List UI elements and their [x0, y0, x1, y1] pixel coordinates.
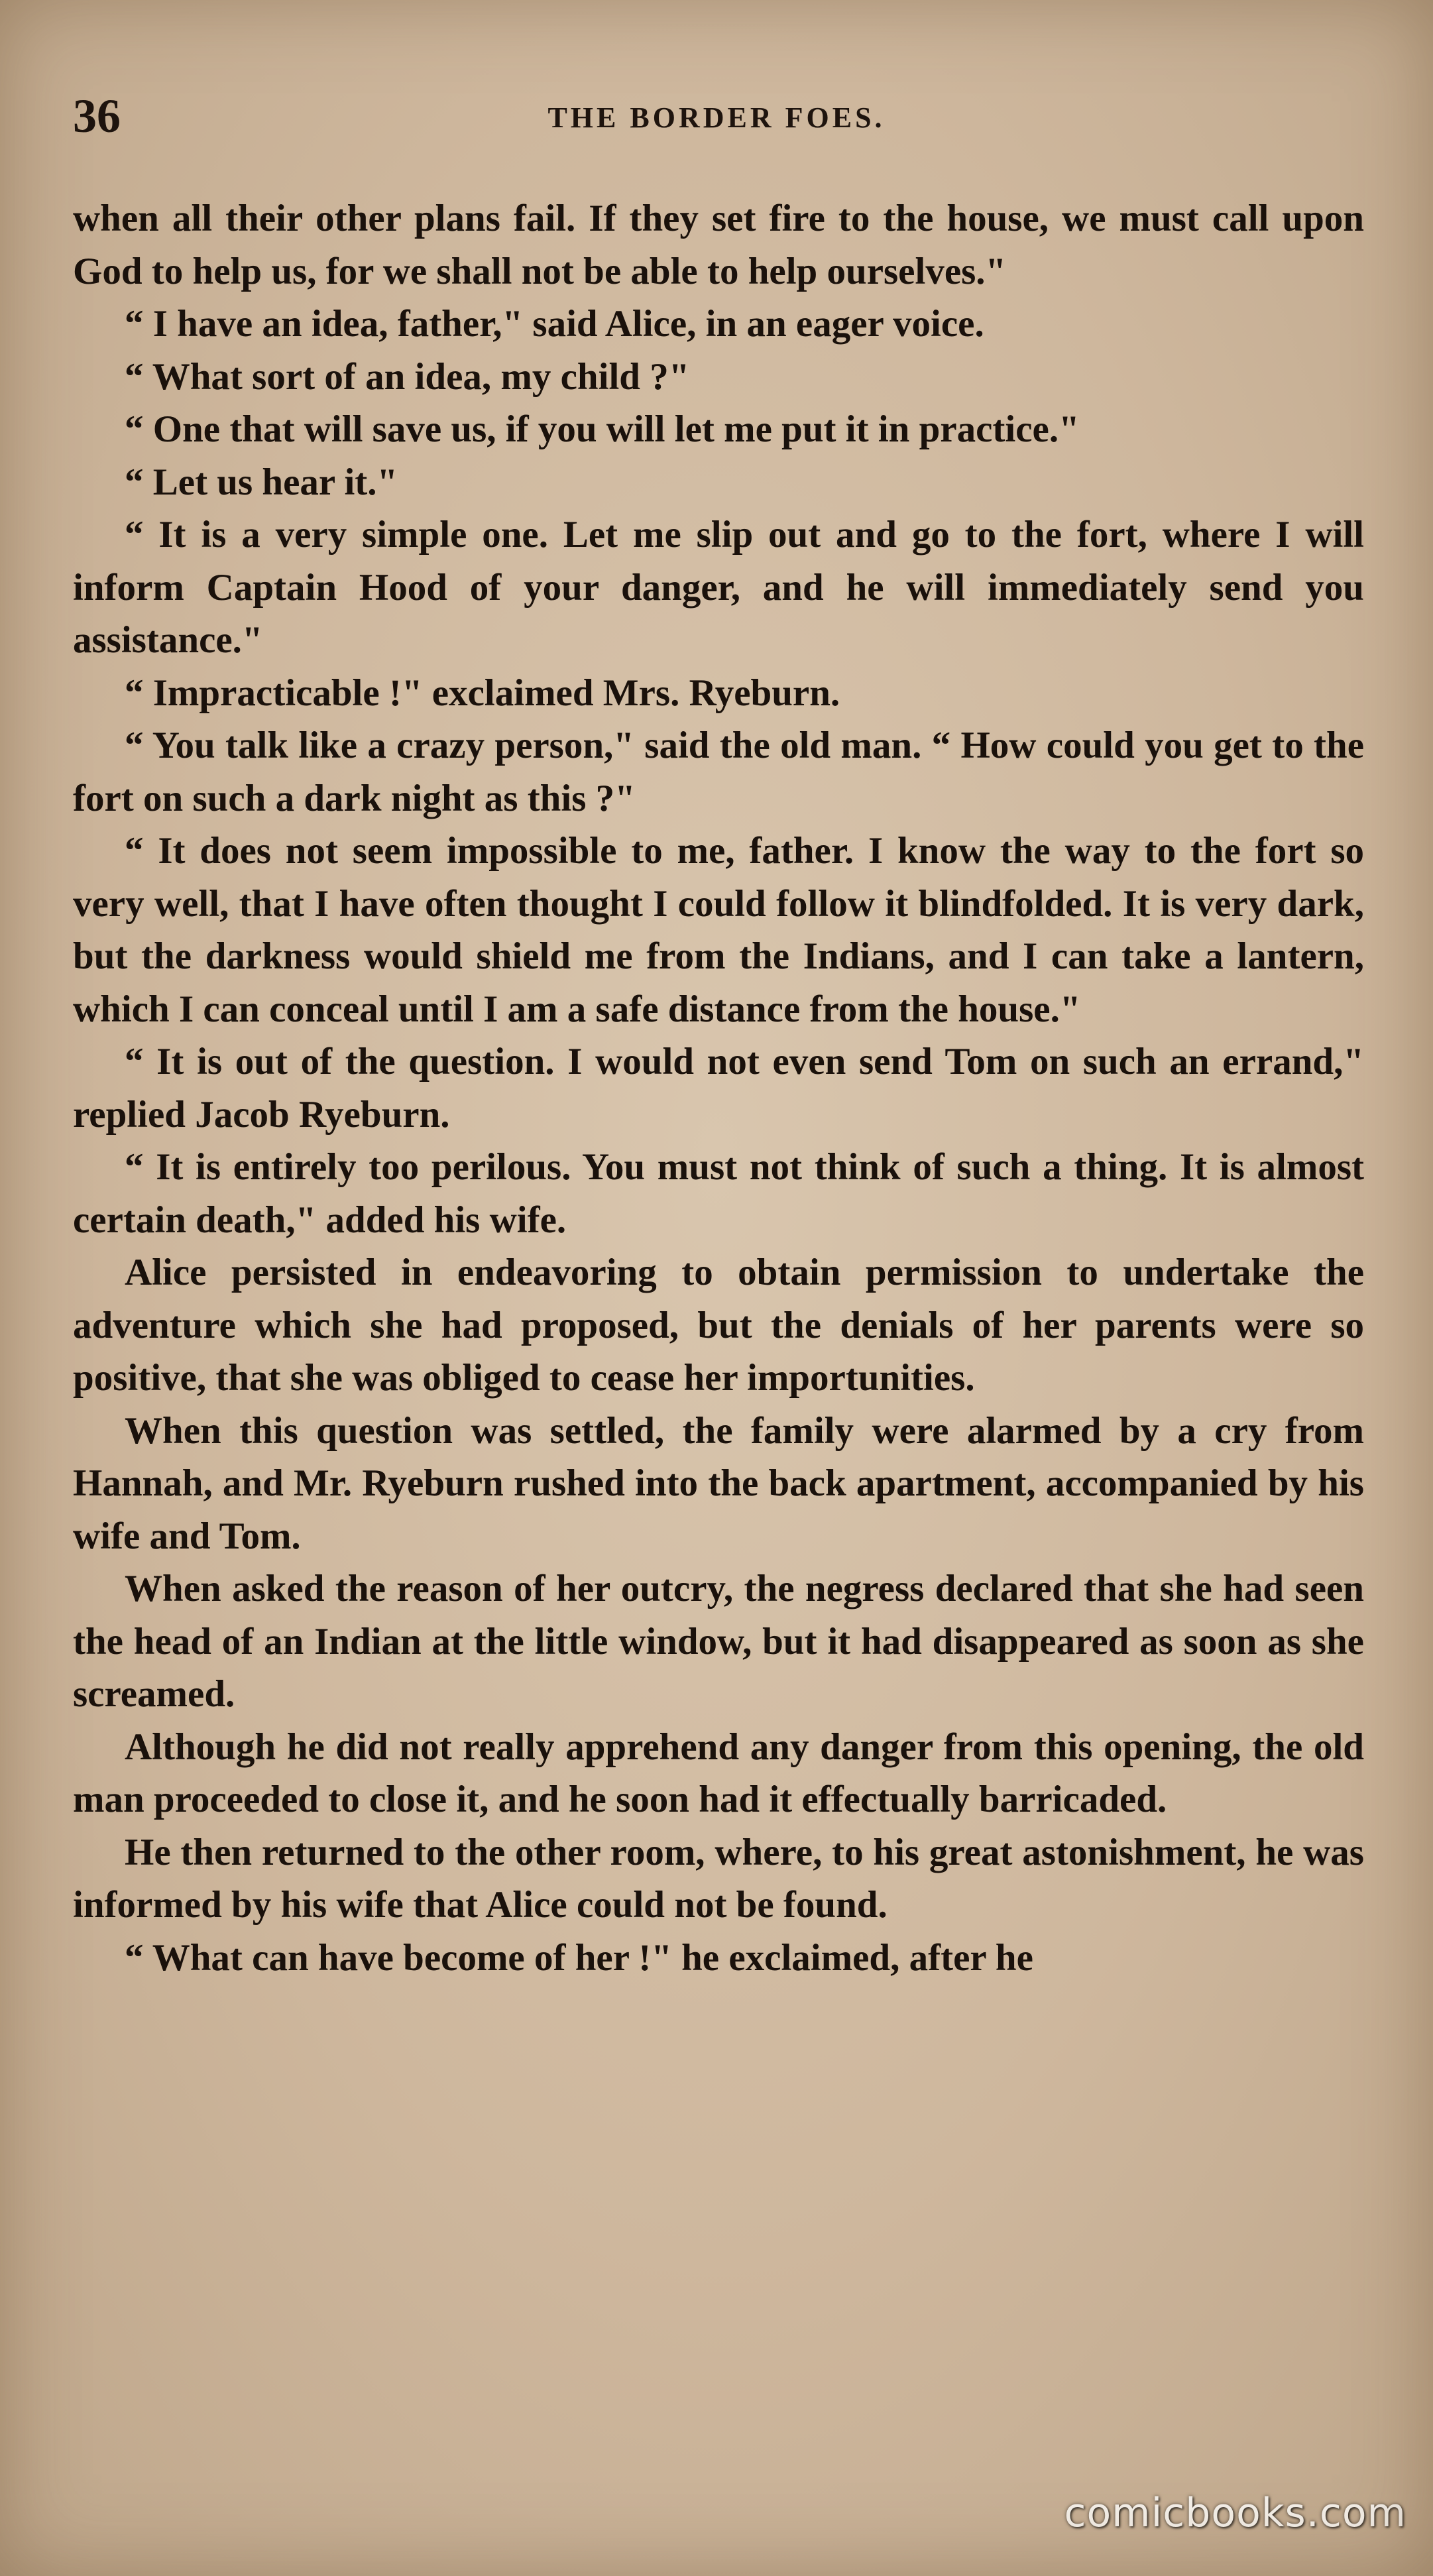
paragraph: “ It does not seem impossible to me, father. I know the way to the fort so very well, that I have often thought I could follow it blindfolded. It is very dark, but the darkness would shield me from the Indians, and I can take a lantern, which I can conceal until I am a safe distance from the house.": [73, 830, 1364, 1030]
paragraph: “ Impracticable !" exclaimed Mrs. Ryeburn.: [125, 672, 840, 714]
paragraph: Alice persisted in endeavoring to obtain permission to undertake the adventure which she had proposed, but the denials of her parents were so positive, that she was obliged to cease her importunities.: [73, 1252, 1364, 1399]
paragraph: “ It is out of the question. I would not even send Tom on such an errand," replied Jacob Ryeburn.: [73, 1041, 1364, 1136]
paragraph: when all their other plans fail. If they set fire to the house, we must call upon God to help us, for we shall not be able to help ourselves.": [73, 198, 1364, 292]
paragraph: He then returned to the other room, where, to his great astonishment, he was informed by his wife that Alice could not be found.: [73, 1831, 1364, 1926]
paragraph: “ What can have become of her !" he exclaimed, after he: [125, 1936, 1033, 1979]
paragraph: “ I have an idea, father," said Alice, in an eager voice.: [125, 303, 984, 345]
body-text: [73, 192, 1364, 1984]
paragraph: “ It is entirely too perilous. You must not think of such a thing. It is almost certain death," added his wife.: [73, 1146, 1364, 1241]
paragraph: When asked the reason of her outcry, the negress declared that she had seen the head of an Indian at the little window, but it had disappeared as soon as she screamed.: [73, 1568, 1364, 1715]
page-number: 36: [73, 89, 121, 143]
paragraph: “ You talk like a crazy person," said the old man. “ How could you get to the fort on such a dark night as this ?": [73, 725, 1364, 819]
paragraph: “ Let us hear it.": [125, 461, 398, 503]
paragraph: When this question was settled, the family were alarmed by a cry from Hannah, and Mr. Ryeburn rushed into the back apartment, accompanied by his wife and Tom.: [73, 1409, 1364, 1557]
paragraph: “ One that will save us, if you will let me put it in practice.": [125, 408, 1080, 450]
paragraph: “ What sort of an idea, my child ?": [125, 355, 690, 398]
page-header: [73, 86, 1360, 146]
paragraph: “ It is a very simple one. Let me slip out and go to the fort, where I will inform Captain Hood of your danger, and he will immediately send you assistance.": [73, 514, 1364, 661]
site-watermark: comicbooks.com: [1064, 2490, 1406, 2536]
running-title: THE BORDER FOES.: [547, 101, 886, 134]
paragraph: Although he did not really apprehend any danger from this opening, the old man proceeded to close it, and he soon had it effectually barricaded.: [73, 1726, 1364, 1820]
